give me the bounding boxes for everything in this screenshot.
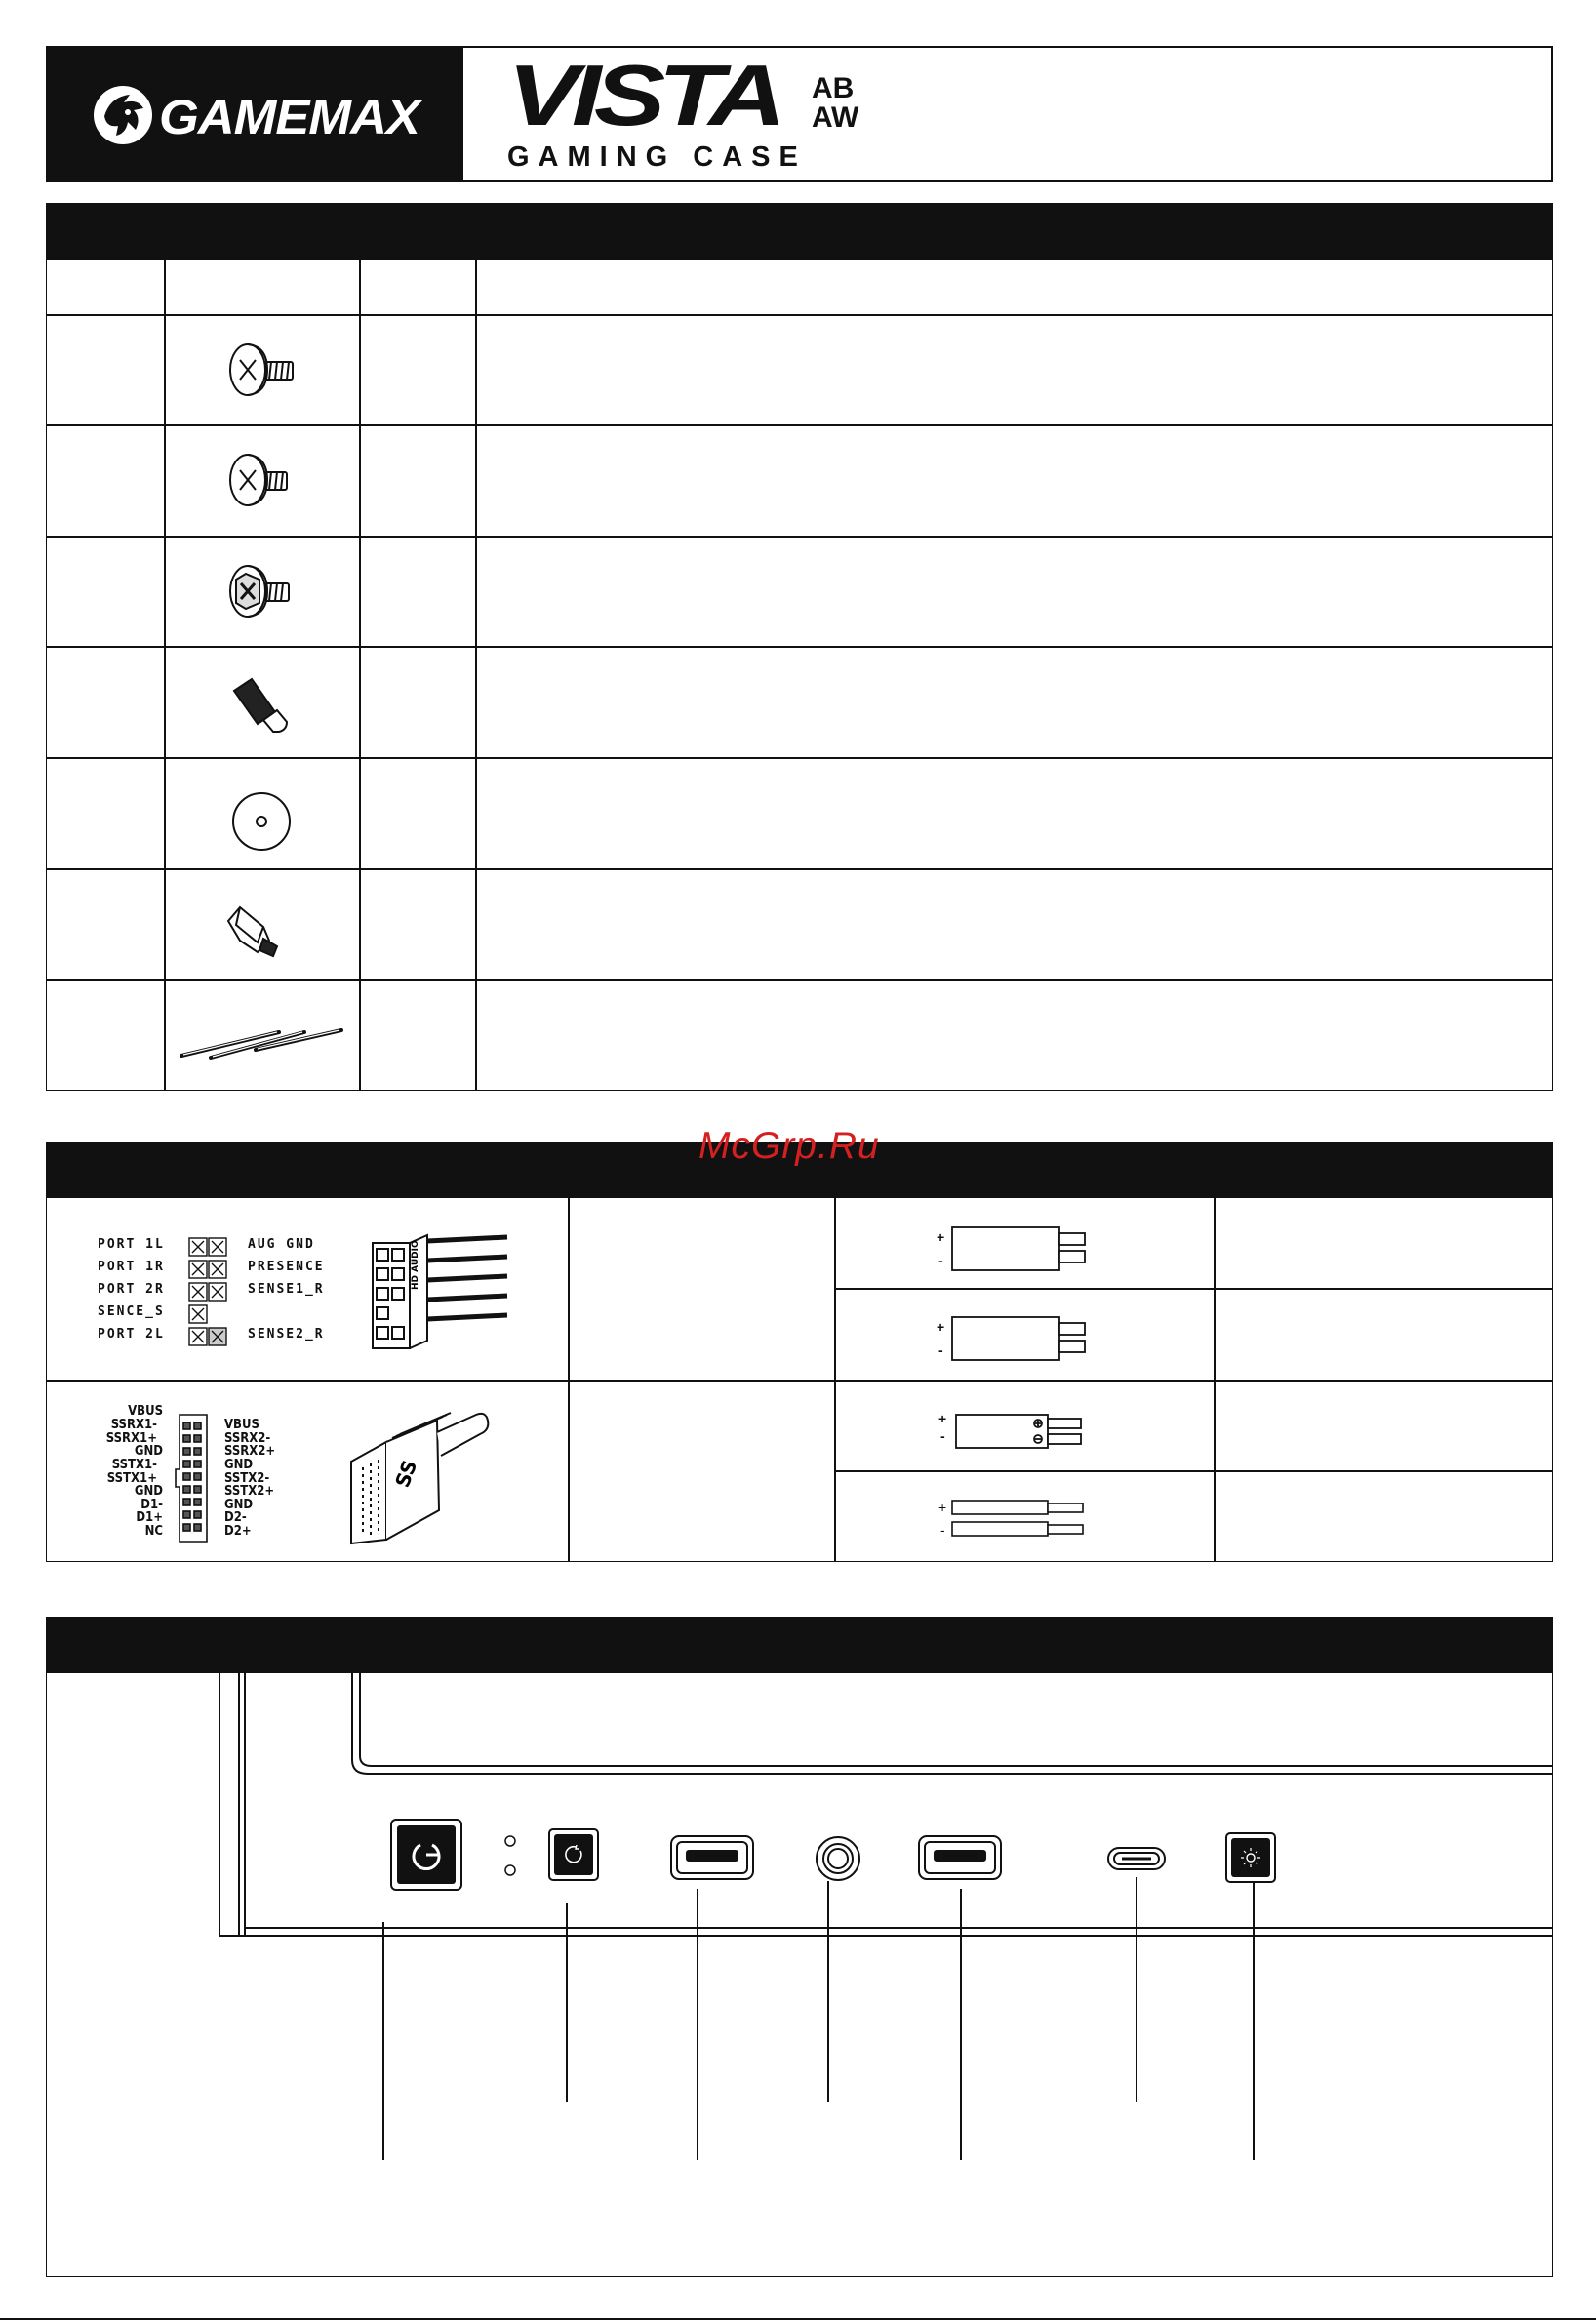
pin-label: SSRX2+: [224, 1444, 276, 1459]
thumb-screw-icon: [226, 673, 304, 740]
variant-aw: AW: [812, 101, 859, 134]
two-pin-connector-icon: [950, 1315, 1087, 1362]
plus-sign: +: [937, 1229, 945, 1245]
standoff-icon: [222, 898, 300, 964]
led-button[interactable]: [1225, 1832, 1276, 1883]
pin-label: PORT 2R: [98, 1282, 165, 1297]
accessories-row-divider: [46, 868, 1553, 870]
brand-name: GAMEMAX: [159, 90, 419, 144]
pin-label: SENCE_S: [98, 1304, 165, 1319]
usb-a-port[interactable]: [917, 1834, 1003, 1881]
hd-audio-plug-text: HD AUDIO: [411, 1240, 420, 1290]
usb-a-port[interactable]: [669, 1834, 755, 1881]
usb-c-port[interactable]: [1106, 1846, 1167, 1871]
hd-audio-plug-icon: [371, 1231, 517, 1354]
pin-label: SSTX1-: [111, 1458, 157, 1472]
reset-button-face: [554, 1834, 593, 1875]
accessories-row-divider: [46, 646, 1553, 648]
pin-label: D2-: [224, 1510, 247, 1525]
pin-label: D2+: [224, 1524, 252, 1539]
two-pin-connector-icon: [950, 1225, 1087, 1272]
power-button-face: [397, 1825, 456, 1884]
brightness-icon: [1239, 1846, 1262, 1869]
reset-button[interactable]: [548, 1828, 599, 1881]
brand-block: [46, 46, 463, 182]
pin-label: SSRX1-: [110, 1418, 157, 1432]
reset-icon: [564, 1845, 583, 1864]
pin-label: VBUS: [128, 1404, 163, 1419]
accessories-row-divider: [46, 424, 1553, 426]
usb3-plug-text: SS: [390, 1457, 422, 1491]
accessories-col-divider: [164, 259, 166, 1091]
product-subtitle: GAMING CASE: [507, 141, 807, 173]
plus-sign: +: [938, 1411, 947, 1426]
product-name: VISTA: [507, 47, 779, 143]
plus-sign: +: [938, 1500, 947, 1515]
pan-head-screw-icon: [222, 337, 300, 403]
pin-label: PRESENCE: [248, 1260, 325, 1274]
accessories-row-divider: [46, 536, 1553, 538]
hdd-led-icon: [505, 1865, 515, 1875]
accessories-row-divider: [46, 979, 1553, 981]
minus-sign: -: [938, 1253, 943, 1268]
pin-label: GND: [134, 1484, 163, 1499]
pin-label: SSTX1+: [106, 1471, 157, 1486]
pin-label: D1+: [136, 1510, 163, 1525]
pin-label: SENSE1_R: [248, 1282, 325, 1297]
pin-label: PORT 1R: [98, 1260, 165, 1274]
pin-label: SSRX2-: [224, 1431, 271, 1446]
cable-ties-icon: [178, 1022, 345, 1062]
connectors-row-divider: [834, 1470, 1553, 1472]
pin-label: AUG GND: [248, 1237, 315, 1252]
hex-washer-screw-icon: [222, 558, 300, 624]
accessories-col-divider: [475, 259, 477, 1091]
front-panel-drawing: [46, 1672, 1553, 2277]
pin-label: GND: [224, 1458, 254, 1472]
accessories-row-divider: [46, 314, 1553, 316]
gamemax-logo-icon: [91, 83, 155, 147]
minus-sign: -: [940, 1522, 945, 1538]
polarized-connector-icon: [954, 1413, 1083, 1450]
usb3-pin-header-icon: [174, 1413, 213, 1543]
accessories-row-divider: [46, 757, 1553, 759]
connectors-row-divider: [46, 1380, 1553, 1382]
accessories-col-divider: [359, 259, 361, 1091]
single-wire-connectors-icon: [950, 1499, 1085, 1540]
pin-label: SSTX2-: [224, 1471, 270, 1486]
watermark: McGrp.Ru: [698, 1125, 880, 1167]
accessories-title-bar: [46, 203, 1553, 259]
pin-label: GND: [134, 1444, 163, 1459]
audio-jack[interactable]: [814, 1834, 862, 1883]
pin-label: NC: [144, 1524, 163, 1539]
front-io-title-bar: [46, 1617, 1553, 1672]
plus-sign: +: [937, 1319, 945, 1335]
variant-ab: AB: [812, 72, 855, 104]
pan-head-screw-icon: [222, 447, 300, 513]
pin-label: VBUS: [224, 1418, 259, 1432]
pin-label: SSTX2+: [224, 1484, 275, 1499]
minus-sign: -: [940, 1428, 945, 1444]
pin-label: SSRX1+: [105, 1431, 157, 1446]
power-icon: [409, 1837, 444, 1872]
rubber-washer-icon: [228, 788, 295, 855]
connectors-row-divider: [834, 1288, 1553, 1290]
footer-rule: [0, 2318, 1596, 2320]
usb3-plug-icon: [349, 1413, 496, 1545]
led-button-face: [1231, 1838, 1270, 1877]
pin-label: PORT 2L: [98, 1327, 165, 1342]
power-led-icon: [505, 1836, 515, 1846]
minus-sign: -: [938, 1342, 943, 1358]
pin-label: PORT 1L: [98, 1237, 165, 1252]
pin-label: D1-: [140, 1498, 163, 1512]
power-button[interactable]: [390, 1819, 462, 1891]
pin-label: GND: [224, 1498, 254, 1512]
pin-label: SENSE2_R: [248, 1327, 325, 1342]
hd-audio-pin-grid: [187, 1236, 230, 1349]
